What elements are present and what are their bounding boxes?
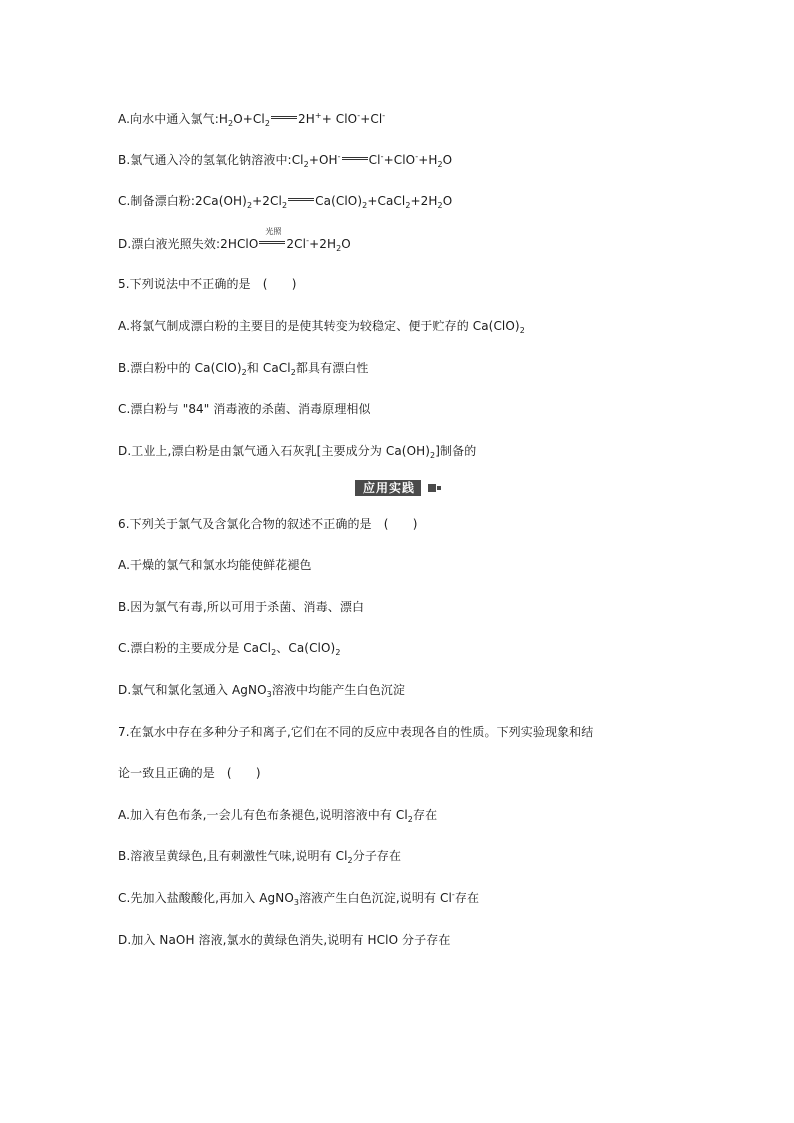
option-7b: B.溶液呈黄绿色,且有刺激性气味,说明有 $Cl_2$分子存在 <box>118 849 402 865</box>
option-7a: A.加入有色布条,一会儿有色布条褪色,说明溶液中有 $Cl_2$存在 <box>118 808 438 824</box>
reaction-condition: 光照 <box>265 227 282 236</box>
option-7c: C.先加入盐酸酸化,再加入 AgNO$_3$溶液产生白色沉淀,说明有 Cl-存在 <box>118 890 480 907</box>
option-7d: D.加入 NaOH 溶液,氯水的黄绿色消失,说明有 HClO 分子存在 <box>118 933 451 947</box>
equals-sign <box>342 157 368 160</box>
equals-sign <box>259 241 285 244</box>
option-5d: D.工业上,漂白粉是由氯气通入石灰乳[主要成分为 $Ca(OH)_2$]制备的 <box>118 444 477 460</box>
option-6c: C.漂白粉的主要成分是 CaCl$_2$、$Ca(ClO)_2$ <box>118 641 341 657</box>
question-7: 7.在氯水中存在多种分子和离子,它们在不同的反应中表现各自的性质。下列实验现象和结 <box>118 725 594 739</box>
option-4d: D.漂白液光照失效:2HClO 光照 $2Cl^-+2H_2O$ <box>118 227 351 253</box>
equals-sign <box>271 116 297 119</box>
section-banner: 应用实践 <box>355 480 421 496</box>
option-5a: A.将氯气制成漂白粉的主要目的是使其转变为较稳定、便于贮存的 $Ca(ClO)_2$ <box>118 319 525 335</box>
option-4b: B.氯气通入冷的氢氧化钠溶液中$:Cl_2+OH^-$ $Cl^-+ClO^-+H_2O$ <box>118 152 453 169</box>
question-7-continued: 论一致且正确的是 ( ) <box>118 766 261 780</box>
option-6a: A.干燥的氯气和氯水均能使鲜花褪色 <box>118 558 312 572</box>
option-5b: B.漂白粉中的 $Ca(ClO)_2$和 CaCl$_2$都具有漂白性 <box>118 361 369 377</box>
question-5: 5.下列说法中不正确的是 ( ) <box>118 277 297 291</box>
banner-decoration <box>428 484 436 492</box>
banner-dot <box>437 486 441 490</box>
option-6b: B.因为氯气有毒,所以可用于杀菌、消毒、漂白 <box>118 600 365 614</box>
option-6d: D.氯气和氯化氢通入 AgNO$_3$溶液中均能产生白色沉淀 <box>118 683 405 699</box>
option-4a: A.向水中通入氯气$:H_2O+Cl_2$ 2H++ ClO-+Cl- <box>118 111 386 128</box>
option-4c: C.制备漂白粉$:2Ca(OH)_2+2Cl_2$ $Ca(ClO)_2+CaCl_2+2H_2O$ <box>118 194 453 210</box>
option-5c: C.漂白粉与 "84" 消毒液的杀菌、消毒原理相似 <box>118 402 371 416</box>
question-6: 6.下列关于氯气及含氯化合物的叙述不正确的是 ( ) <box>118 517 418 531</box>
equals-sign <box>288 198 314 201</box>
